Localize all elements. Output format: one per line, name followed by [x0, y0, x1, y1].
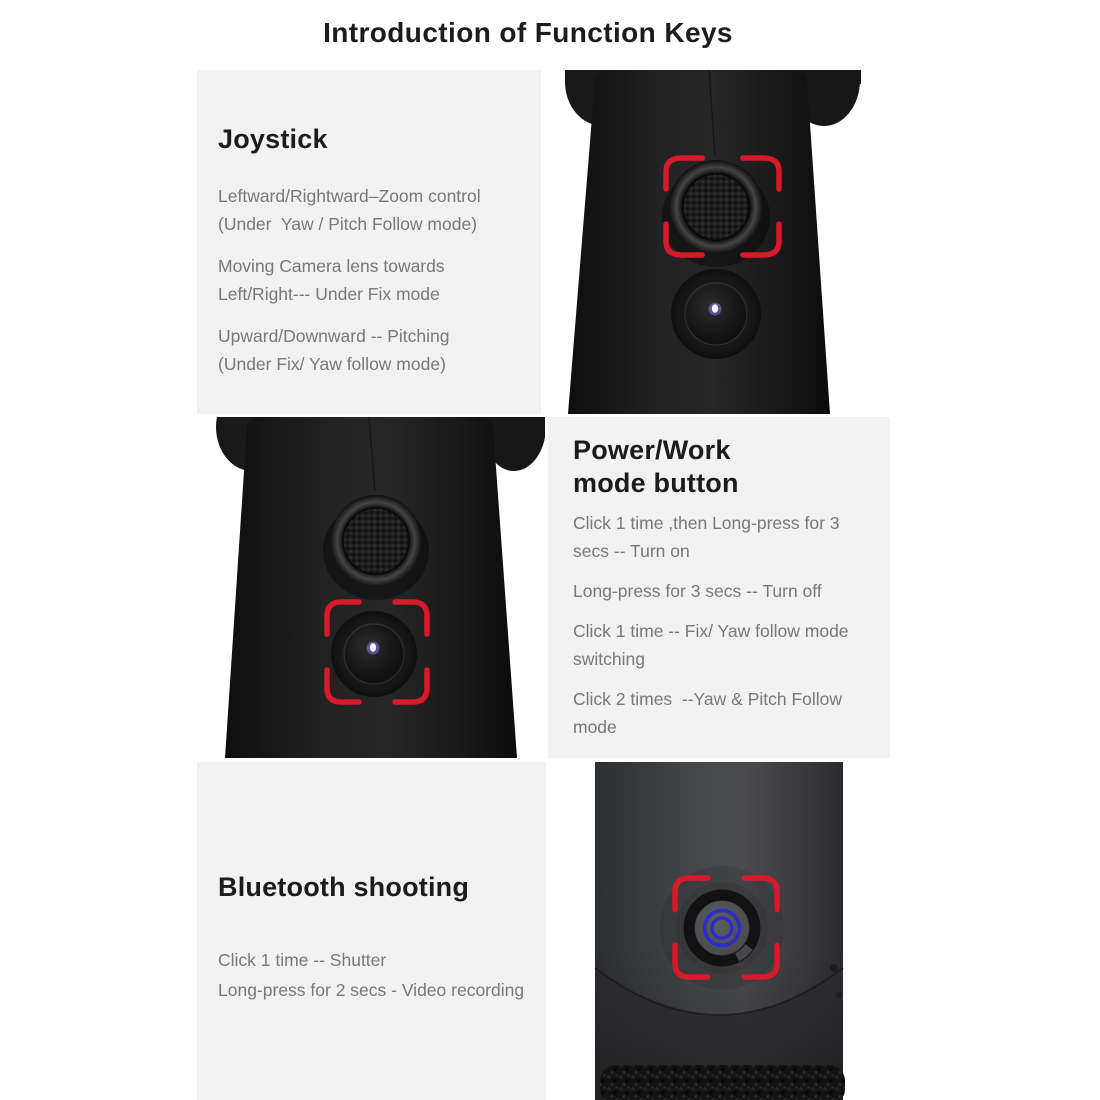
page-title: Introduction of Function Keys: [323, 17, 733, 48]
text-line: (Under Yaw / Pitch Follow mode): [218, 214, 478, 234]
joystick-text-panel: [197, 70, 541, 414]
power-button: [331, 611, 417, 697]
led-indicator: [370, 643, 376, 651]
text-line: Long-press for 3 secs -- Turn off: [573, 581, 822, 601]
text-line: Left/Right--- Under Fix mode: [218, 284, 440, 304]
bluetooth-button-photo: [546, 762, 890, 1100]
instruction-paragraph: [218, 252, 533, 308]
bluetooth-heading: [218, 871, 538, 904]
led-indicator: [712, 304, 718, 312]
joystick-photo: [541, 70, 890, 414]
text-line: Click 1 time -- Shutter: [218, 950, 387, 970]
text-line: Moving Camera lens towards: [218, 256, 445, 276]
bluetooth-text-panel: [197, 762, 546, 1100]
side-detail-dot: [836, 992, 842, 998]
instruction-paragraph: [573, 509, 884, 565]
instruction-paragraph: [573, 617, 884, 673]
heading-line: Joystick: [218, 124, 328, 154]
power-button: [671, 269, 761, 359]
side-detail-dot: [830, 964, 838, 972]
text-line: Click 1 time ,then Long-press for 3: [573, 513, 840, 533]
text-line: Long-press for 2 secs - Video recording: [218, 980, 525, 1000]
text-line: secs -- Turn on: [573, 541, 690, 561]
instruction-paragraph: [573, 685, 884, 741]
text-line: Leftward/Rightward–Zoom control: [218, 186, 481, 206]
heading-line: mode button: [573, 468, 739, 498]
text-line: (Under Fix/ Yaw follow mode): [218, 354, 446, 374]
text-line: switching: [573, 649, 645, 669]
instruction-paragraph: [218, 322, 533, 378]
power-text-panel: [548, 417, 890, 758]
heading-line: Power/Work: [573, 435, 731, 465]
instruction-paragraph: [573, 577, 884, 605]
text-line: Click 2 times --Yaw & Pitch Follow: [573, 689, 843, 709]
text-line: Click 1 time -- Fix/ Yaw follow mode: [573, 621, 849, 641]
instruction-paragraph: [218, 182, 533, 238]
grip-texture: [600, 1065, 845, 1100]
power-heading: [573, 434, 884, 500]
heading-line: Bluetooth shooting: [218, 872, 470, 902]
text-line: mode: [573, 717, 617, 737]
power-button-photo: [197, 417, 545, 758]
joystick-heading: [218, 123, 533, 156]
text-line: Upward/Downward -- Pitching: [218, 326, 450, 346]
instruction-paragraph: [218, 945, 538, 1005]
